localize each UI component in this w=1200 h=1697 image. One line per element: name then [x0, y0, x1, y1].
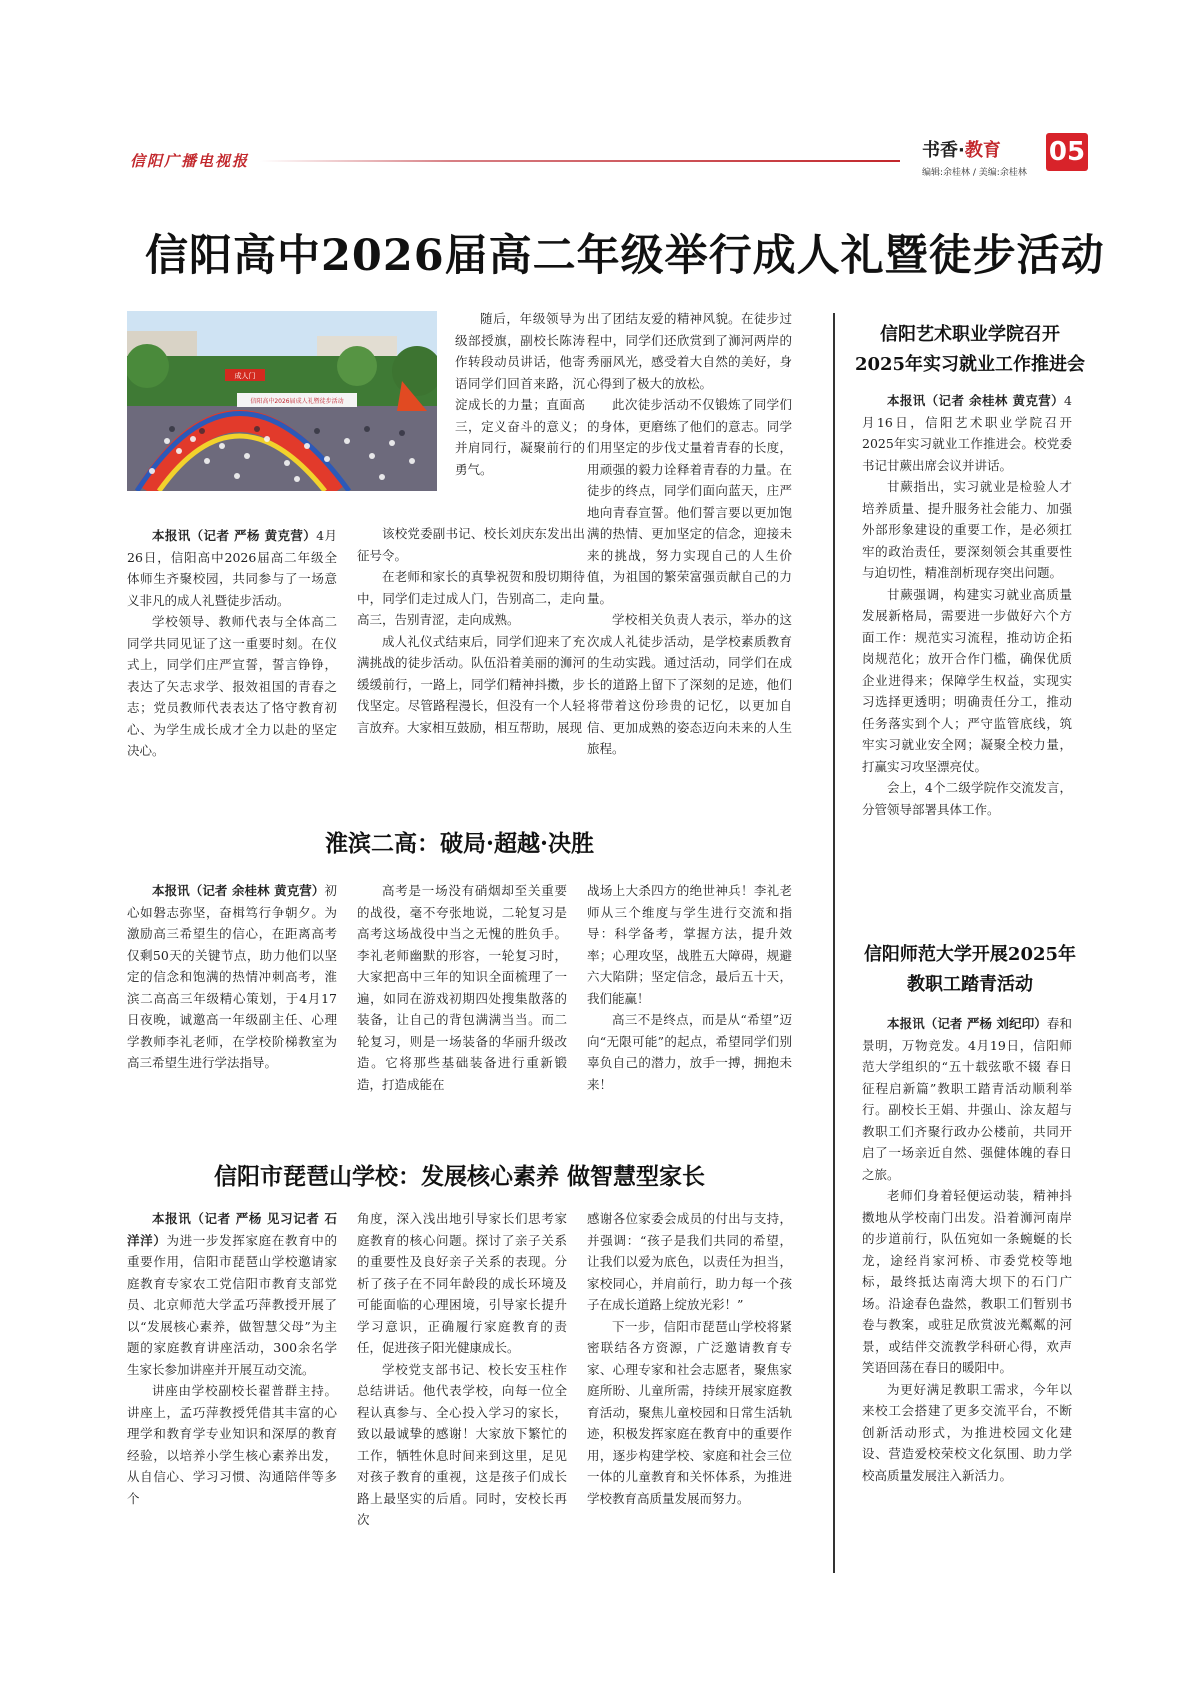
- masthead-rule: [260, 160, 900, 162]
- lead-column-3: [587, 308, 792, 790]
- story3-paragraph: 角度，深入浅出地引导家长们思考家庭教育的核心问题。探讨了亲子关系的重要性及良好亲子关系的表现。分析了孩子在不同年龄段的成长环境及可能面临的心理困境，引导家长提升学习意识，正确履行家庭教育的责任，促进孩子阳光健康成长。: [357, 1211, 567, 1355]
- side1-title: [850, 320, 1090, 380]
- story2-paragraph: 高三不是终点，而是从“希望”迈向“无限可能”的起点，希望同学们别辜负自己的潜力，放手一搏，拥抱未来！: [587, 1012, 792, 1092]
- lead-column-2: [455, 308, 585, 523]
- side1-paragraph: 甘蕨强调，构建实习就业高质量发展新格局，需要进一步做好六个方面工作：规范实习流程，推动访企拓岗规范化；放开合作门槛，确保优质企业进得来；保障学生权益，实现实习选择更透明；明确责任分工，推动任务落实到个人；严守监管底线，筑牢实习就业安全网；凝聚全校力量，打赢实习攻坚漂亮仗。: [862, 586, 1072, 774]
- newspaper-name: 信阳广播电视报: [130, 152, 250, 170]
- lead-byline: 本报讯（记者 严杨 黄克营）: [152, 528, 317, 543]
- story2-paragraph: 高考是一场没有硝烟却至关重要的战役，毫不夸张地说，二轮复习是高考这场战役中当之无愧的胜负手。李礼老师幽默的形容，一轮复习时，大家把高中三年的知识全面梳理了一遍，如同在游戏初期四处搜集散落的装备，让自己的背包满满当当。而二轮复习，则是一场装备的华丽升级改造。它将那些基础装备进行重新锻造，打造成能在: [357, 883, 567, 1092]
- side2-body: [862, 1013, 1072, 1578]
- side1-body: [862, 390, 1072, 900]
- lead-paragraph: 学校领导、教师代表与全体高二同学共同见证了这一重要时刻。在仪式上，同学们庄严宣誓，誓言铮铮，表达了矢志求学、报效祖国的青春之志；党员教师代表表达了恪守教育初心、为学生成长成才全力以赴的坚定决心。: [127, 614, 337, 758]
- lead-paragraph: 出了团结友爱的精神风貌。在徒步过程中，同学们还欣赏到了浉河两岸的秀丽风光，感受着大自然的美好，身心得到了极大的放松。: [587, 311, 792, 391]
- story3-paragraph: 感谢各位家委会成员的付出与支持，并强调：“孩子是我们共同的希望，让我们以爱为底色，以责任为担当，家校同心，并肩前行，助力每一个孩子在成长道路上绽放光彩！”: [587, 1211, 792, 1312]
- lead-headline: 信阳高中2026届高二年级举行成人礼暨徒步活动: [145, 231, 1105, 281]
- side1-paragraph: 4月16日，信阳艺术职业学院召开2025年实习就业工作推进会。校党委书记甘蕨出席会议并讲话。: [862, 393, 1072, 473]
- lead-paragraph: 此次徒步活动不仅锻炼了同学们的身体，更磨练了他们的意志。同学们用坚定的步伐丈量着青春的长度，用顽强的毅力诠释着青春的力量。在徒步的终点，同学们面向蓝天，庄严地向青春宣誓。他们誓言要以更加饱满的热情、更加坚定的信念，迎接未来的挑战，努力实现自己的人生价值，为祖国的繁荣富强贡献自己的力量。: [587, 397, 792, 606]
- lead-paragraph: 4月26日，信阳高中2026届高二年级全体师生齐聚校园，共同参与了一场意义非凡的成人礼暨徒步活动。: [127, 528, 337, 608]
- story3-byline: 本报讯（记者 严杨 见习记者 石洋洋）: [127, 1211, 337, 1248]
- story3-paragraph: 为进一步发挥家庭在教育中的重要作用，信阳市琵琶山学校邀请家庭教育专家农工党信阳市教育支部党员、北京师范大学孟巧萍教授开展了以“发展核心素养，做智慧父母”为主题的家庭教育讲座活动，300余名学生家长参加讲座并开展互动交流。: [127, 1232, 337, 1377]
- lead-paragraph: 随后，年级领导为级部授旗，副校长陈涛作转段动员讲话，他寄语同学们回首来路，沉淀成长的力量；直面高三，定义奋斗的意义；并肩同行，凝聚前行的勇气。: [455, 311, 585, 477]
- side2-paragraph: 老师们身着轻便运动装，精神抖擞地从学校南门出发。沿着浉河南岸的步道前行，队伍宛如一条蜿蜒的长龙，途经肖家河桥、市委党校等地标，最终抵达南湾大坝下的石门广场。沿途春色盎然，教职工们暂别书卷与教案，或驻足欣赏波光粼粼的河景，或结伴交流教学科研心得，欢声笑语回荡在春日的暖阳中。: [862, 1188, 1072, 1375]
- side2-byline: 本报讯（记者 严杨 刘纪印）: [887, 1016, 1047, 1031]
- side2-title-line1: 信阳师范大学开展2025年: [863, 944, 1077, 965]
- arch-sign: 成人门: [234, 372, 256, 380]
- section-name: 书香·教育: [922, 140, 1001, 161]
- story2-paragraph: 初心如磐志弥坚，奋楫笃行争朝夕。为激励高三希望生的信心，在距离高考仅剩50天的关键节点，助力他们以坚定的信念和饱满的热情冲刺高考，淮滨二高高三年级精心策划，于4月17日夜晚，诚邀高一年级副主任、心理学教师李礼老师，在学校阶梯教室为高三希望生进行学法指导。: [127, 883, 337, 1070]
- side2-paragraph: 为更好满足教职工需求，今年以来校工会搭建了更多交流平台，不断创新活动形式，为推进校园文化建设、营造爱校荣校文化氛围、助力学校高质量发展注入新活力。: [862, 1381, 1072, 1483]
- editors-credit: 编辑:余桂林 / 美编:余桂林: [922, 168, 1027, 178]
- side1-title-line1: 信阳艺术职业学院召开: [880, 324, 1060, 345]
- ceremony-photo: [127, 311, 437, 491]
- side1-paragraph: 会上，4个二级学院作交流发言，分管领导部署具体工作。: [862, 780, 1072, 817]
- story3-paragraph: 讲座由学校副校长翟普群主持。讲座上，孟巧萍教授凭借其丰富的心理学和教育学专业知识和深厚的教育经验，以培养小学生核心素养出发，从自信心、学习习惯、沟通陪伴等多个: [127, 1383, 337, 1506]
- lead-paragraph: 学校相关负责人表示，举办的这次成人礼徒步活动，是学校素质教育的生动实践。通过活动，同学们在成长的道路上留下了深刻的足迹，他们将带着这份珍贵的记忆，以更加自信、更加成熟的姿态迈向未来的人生旅程。: [587, 612, 792, 756]
- story3-paragraph: 下一步，信阳市琵琶山学校将紧密联结各方资源，广泛邀请教育专家、心理专家和社会志愿者，聚焦家庭所盼、儿童所需，持续开展家庭教育活动，聚焦儿童校园和日常生活轨迹，积极发挥家庭在教育中的重要作用，逐步构建学校、家庭和社会三位一体的儿童教育和关怀体系，为推进学校教育高质量发展而努力。: [587, 1318, 792, 1506]
- story3-column-1: [127, 1208, 337, 1573]
- side1-paragraph: 甘蕨指出，实习就业是检验人才培养质量、提升服务社会能力、加强外部形象建设的重要工作，是必须扛牢的政治责任，要深刻领会其重要性与迫切性，精准剖析现存突出问题。: [862, 479, 1072, 580]
- story2-column-2: [357, 880, 567, 1125]
- story3-column-2: [357, 1208, 567, 1573]
- lead-paragraph: 成人礼仪式结束后，同学们迎来了充满挑战的徒步活动。队伍沿着美丽的浉河缓缓前行，一路上，同学们精神抖擞，步伐坚定。尽管路程漫长，但没有一个人轻言放弃。大家相互鼓励，相互帮助，展现: [357, 633, 585, 735]
- side1-title-line2: 2025年实习就业工作推进会: [854, 354, 1086, 375]
- side2-paragraph: 春和景明，万物竞发。4月19日，信阳师范大学组织的“五十载弦歌不辍 春日征程启新篇”教职工踏青活动顺利举行。副校长王娟、井强山、涂友超与教职工们齐聚行政办公楼前，共同开启了一场亲近自然、强健体魄的春日之旅。: [862, 1016, 1072, 1182]
- story3-paragraph: 学校党支部书记、校长安玉柱作总结讲话。他代表学校，向每一位全程认真参与、全心投入学习的家长，致以最诚挚的感谢！大家放下繁忙的工作，牺牲休息时间来到这里，足见对孩子教育的重视，这是孩子们成长路上最坚实的后盾。同时，安校长再次: [357, 1361, 567, 1527]
- side1-byline: 本报讯（记者 余桂林 黄克营）: [887, 393, 1065, 408]
- story2-column-3: [587, 880, 792, 1125]
- column-divider: [833, 313, 835, 1573]
- side2-title-line2: 教职工踏青活动: [907, 974, 1033, 995]
- lead-column-2b: [357, 523, 585, 788]
- story2-byline: 本报讯（记者 余桂林 黄克营）: [152, 883, 325, 898]
- story3-column-3: [587, 1208, 792, 1573]
- section-header: [922, 136, 1027, 178]
- lead-column-1: [127, 525, 337, 790]
- story2-paragraph: 战场上大杀四方的绝世神兵！李礼老师从三个维度与学生进行交流和指导：科学备考，掌握方法，提升效率；心理攻坚，战胜五大障碍，规避六大陷阱；坚定信念，最后五十天，我们能赢！: [587, 883, 792, 1006]
- story2-column-1: [127, 880, 337, 1125]
- event-banner: 信阳高中2026届成人礼暨徒步活动: [250, 398, 344, 405]
- lead-paragraph: 在老师和家长的真挚祝贺和殷切期待中，同学们走过成人门，告别高二，走向高三，告别青涩，走向成熟。: [357, 569, 585, 627]
- story3-title: 信阳市琵琶山学校：发展核心素养 做智慧型家长: [213, 1163, 705, 1190]
- lead-paragraph: 该校党委副书记、校长刘庆东发出出征号令。: [357, 526, 585, 563]
- page-number: 05: [1046, 133, 1088, 171]
- story2-title: 淮滨二高：破局·超越·决胜: [324, 830, 594, 857]
- side2-title: [850, 940, 1090, 1000]
